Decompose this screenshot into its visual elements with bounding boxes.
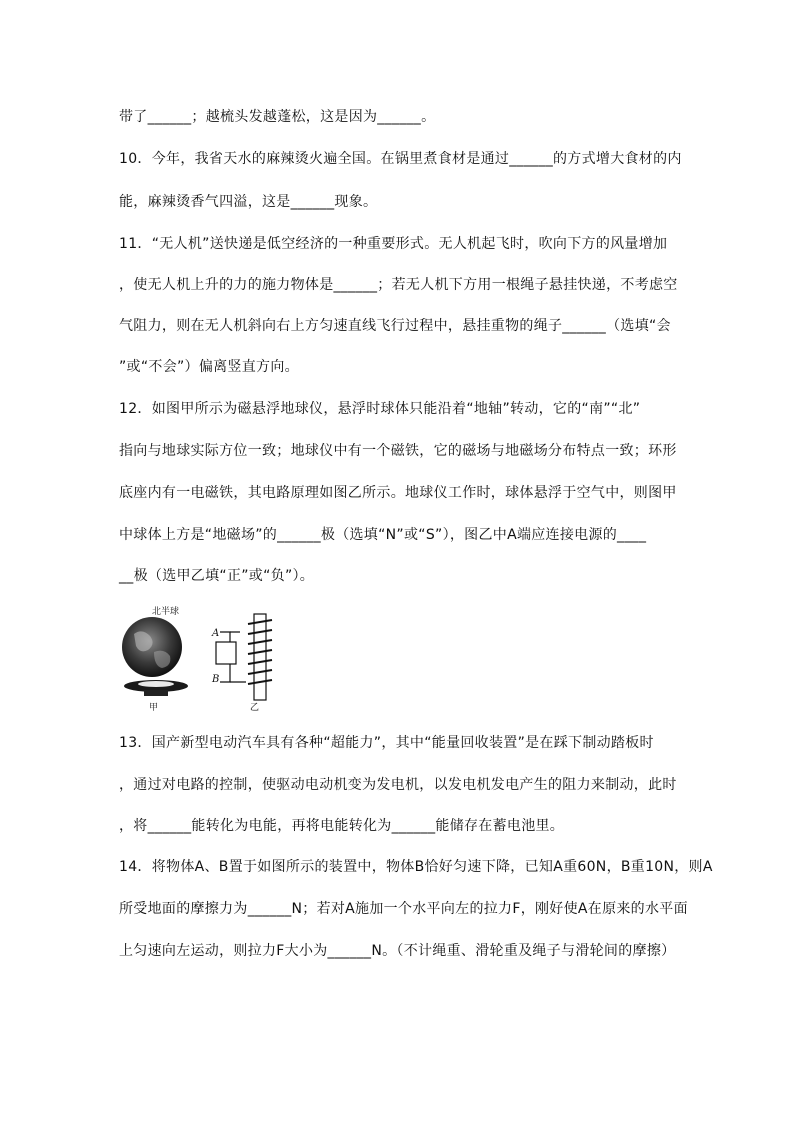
question-10-line-1: 10．今年，我省天水的麻辣烫火遍全国。在锅里煮食材是通过______的方式增大食材的内 xyxy=(119,151,682,167)
question-13-line-3: ，将______能转化为电能，再将电能转化为______能储存在蓄电池里。 xyxy=(119,818,565,834)
question-11-line-1: 11．“无人机”送快递是低空经济的一种重要形式。无人机起飞时，吹向下方的风量增加 xyxy=(119,236,668,252)
coil-lead-icon xyxy=(230,632,246,682)
question-13-line-1: 13．国产新型电动汽车具有各种“超能力”，其中“能量回收装置”是在踩下制动踏板时 xyxy=(119,735,654,751)
globe-label-northern-hemisphere: 北半球 xyxy=(152,607,180,617)
figure-label-yi: 乙 xyxy=(250,703,260,713)
question-12-line-3: 底座内有一电磁铁，其电路原理如图乙所示。地球仪工作时，球体悬浮于空气中，则图甲 xyxy=(119,485,677,501)
coil-winding-icon xyxy=(248,620,272,684)
question-11-line-4: ”或“不会”）偏离竖直方向。 xyxy=(119,359,299,375)
text-line-1: 带了______；越梳头发越蓬松，这是因为______。 xyxy=(119,109,436,125)
figure-label-jia: 甲 xyxy=(149,703,159,713)
globe-sphere-icon xyxy=(122,617,182,677)
globe-base-light-icon xyxy=(138,681,174,687)
circuit-box-icon xyxy=(216,642,236,664)
terminal-label-a: A xyxy=(212,628,220,639)
terminal-label-b: B xyxy=(212,674,220,685)
question-11-line-3: 气阻力，则在无人机斜向右上方匀速直线飞行过程中，悬挂重物的绳子______（选填“会 xyxy=(119,318,671,334)
question-12-line-4: 中球体上方是“地磁场”的______极（选填“N”或“S”），图乙中A端应连接电源的____ xyxy=(119,527,647,543)
iron-core-icon xyxy=(254,614,266,700)
question-12-line-1: 12．如图甲所示为磁悬浮地球仪，悬浮时球体只能沿着“地轴”转动，它的“南”“北” xyxy=(119,401,641,417)
question-11-line-2: ，使无人机上升的力的施力物体是______；若无人机下方用一根绳子悬挂快递，不考虑空 xyxy=(119,277,678,293)
question-10-line-2: 能，麻辣烫香气四溢，这是______现象。 xyxy=(119,194,378,210)
question-13-line-2: ，通过对电路的控制，使驱动电动机变为发电机，以发电机发电产生的阻力来制动，此时 xyxy=(119,777,677,793)
question-12-line-5: __极（选甲乙填“正”或“负”）。 xyxy=(119,568,315,584)
globe-base-stand-icon xyxy=(144,690,168,696)
question-14-line-1: 14．将物体A、B置于如图所示的装置中，物体B恰好匀速下降，已知A重60N，B重10N，则A xyxy=(119,859,713,875)
question-14-line-3: 上匀速向左运动，则拉力F大小为______N。（不计绳重、滑轮重及绳子与滑轮间的摩擦） xyxy=(119,943,676,959)
question-14-line-2: 所受地面的摩擦力为______N；若对A施加一个水平向左的拉力F，刚好使A在原来的水平面 xyxy=(119,901,688,917)
maglev-globe-figure xyxy=(116,604,286,714)
circuit-wire-icon xyxy=(220,632,230,682)
question-12-line-2: 指向与地球实际方位一致；地球仪中有一个磁铁，它的磁场与地磁场分布特点一致；环形 xyxy=(119,443,677,459)
